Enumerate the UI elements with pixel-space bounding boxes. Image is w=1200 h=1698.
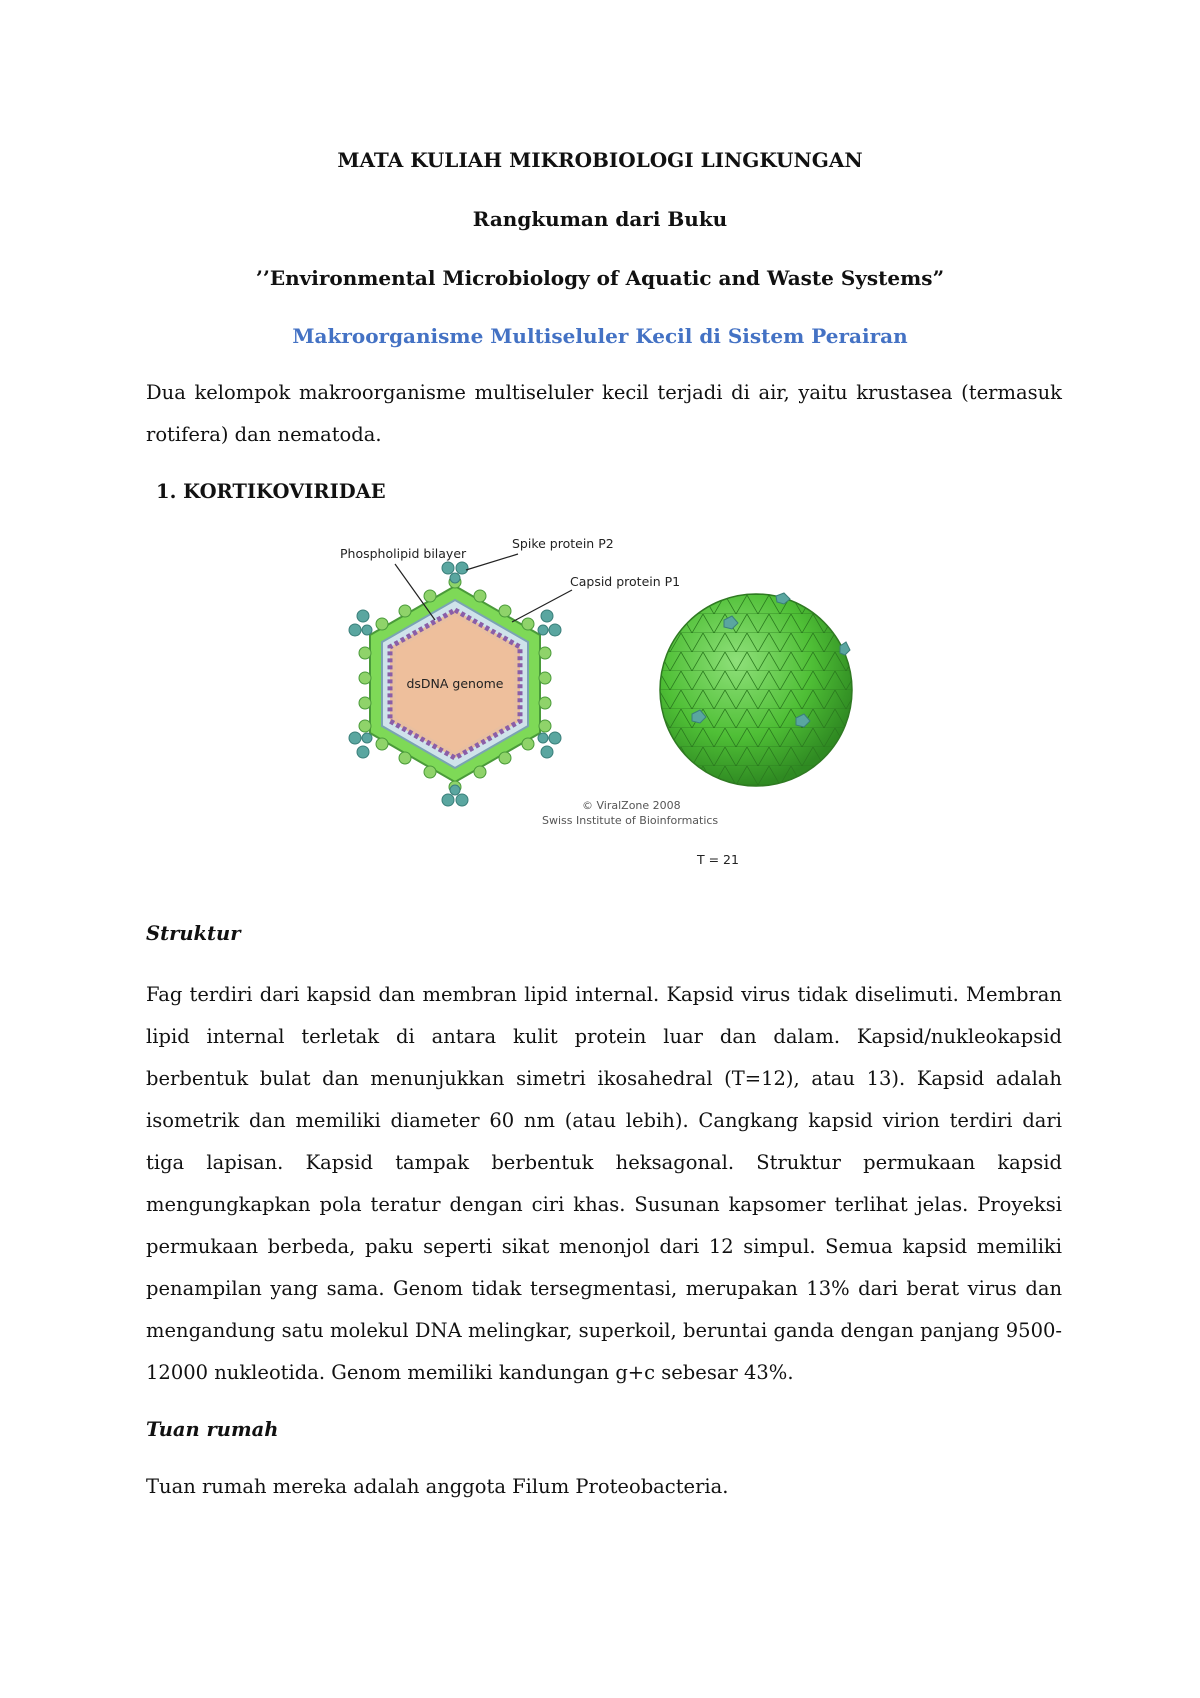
structure-paragraph: Fag terdiri dari kapsid dan membran lipid internal. Kapsid virus tidak diselimuti. Membran lipid internal terletak di antara kulit protein luar dan dalam. Kapsid/nukleokapsid berbentuk bulat dan menunjukkan simetri ikosahedral (T=12), atau 13). Kapsid adalah isometrik dan memiliki diameter 60 nm (atau lebih). Cangkang kapsid virion terdiri dari tiga lapisan. Kapsid tampak berbentuk heksagonal. Struktur permukaan kapsid mengungkapkan pola teratur dengan ciri khas. Susunan kapsomer terlihat jelas. Proyeksi permukaan berbeda, paku seperti sikat menonjol dari 12 simpul. Semua kapsid memiliki penampilan yang sama. Genom tidak tersegmentasi, merupakan 13% dari berat virus dan mengandung satu molekul DNA melingkar, superkoil, beruntai ganda dengan panjang 9500-12000 nukleotida. Genom memiliki kandungan g+c sebesar 43%. — [146, 983, 1062, 1384]
cross-section-diagram — [349, 562, 561, 806]
section-title: Makroorganisme Multiseluler Kecil di Sistem Perairan — [292, 324, 908, 348]
host-paragraph: Tuan rumah mereka adalah anggota Filum Proteobacteria. — [146, 1475, 729, 1498]
capsid-protein-label: Capsid protein P1 — [570, 574, 681, 589]
summary-label: Rangkuman dari Buku — [472, 207, 728, 231]
t-number-label: T = 21 — [697, 852, 739, 867]
capsid-sphere-view — [660, 593, 852, 786]
phospholipid-bilayer-label: Phospholipid bilayer — [340, 546, 467, 561]
section-heading: 1. KORTIKOVIRIDAE — [156, 480, 386, 503]
corticoviridae-diagram — [340, 538, 880, 878]
intro-paragraph: Dua kelompok makroorganisme multiseluler kecil terjadi di air, yaitu krustasea (termasuk rotifera) dan nematoda. — [146, 381, 1062, 446]
virus-figure — [340, 538, 880, 878]
credit-line-2: Swiss Institute of Bioinformatics — [542, 814, 719, 827]
dsdna-genome-label: dsDNA genome — [406, 676, 504, 691]
host-heading: Tuan rumah — [146, 1418, 279, 1441]
course-title: MATA KULIAH MIKROBIOLOGI LINGKUNGAN — [337, 148, 863, 172]
structure-heading: Struktur — [146, 922, 241, 945]
book-title: ’’Environmental Microbiology of Aquatic and Waste Systems” — [255, 266, 945, 290]
spike-protein-label: Spike protein P2 — [512, 538, 614, 551]
credit-line-1: © ViralZone 2008 — [582, 799, 681, 812]
